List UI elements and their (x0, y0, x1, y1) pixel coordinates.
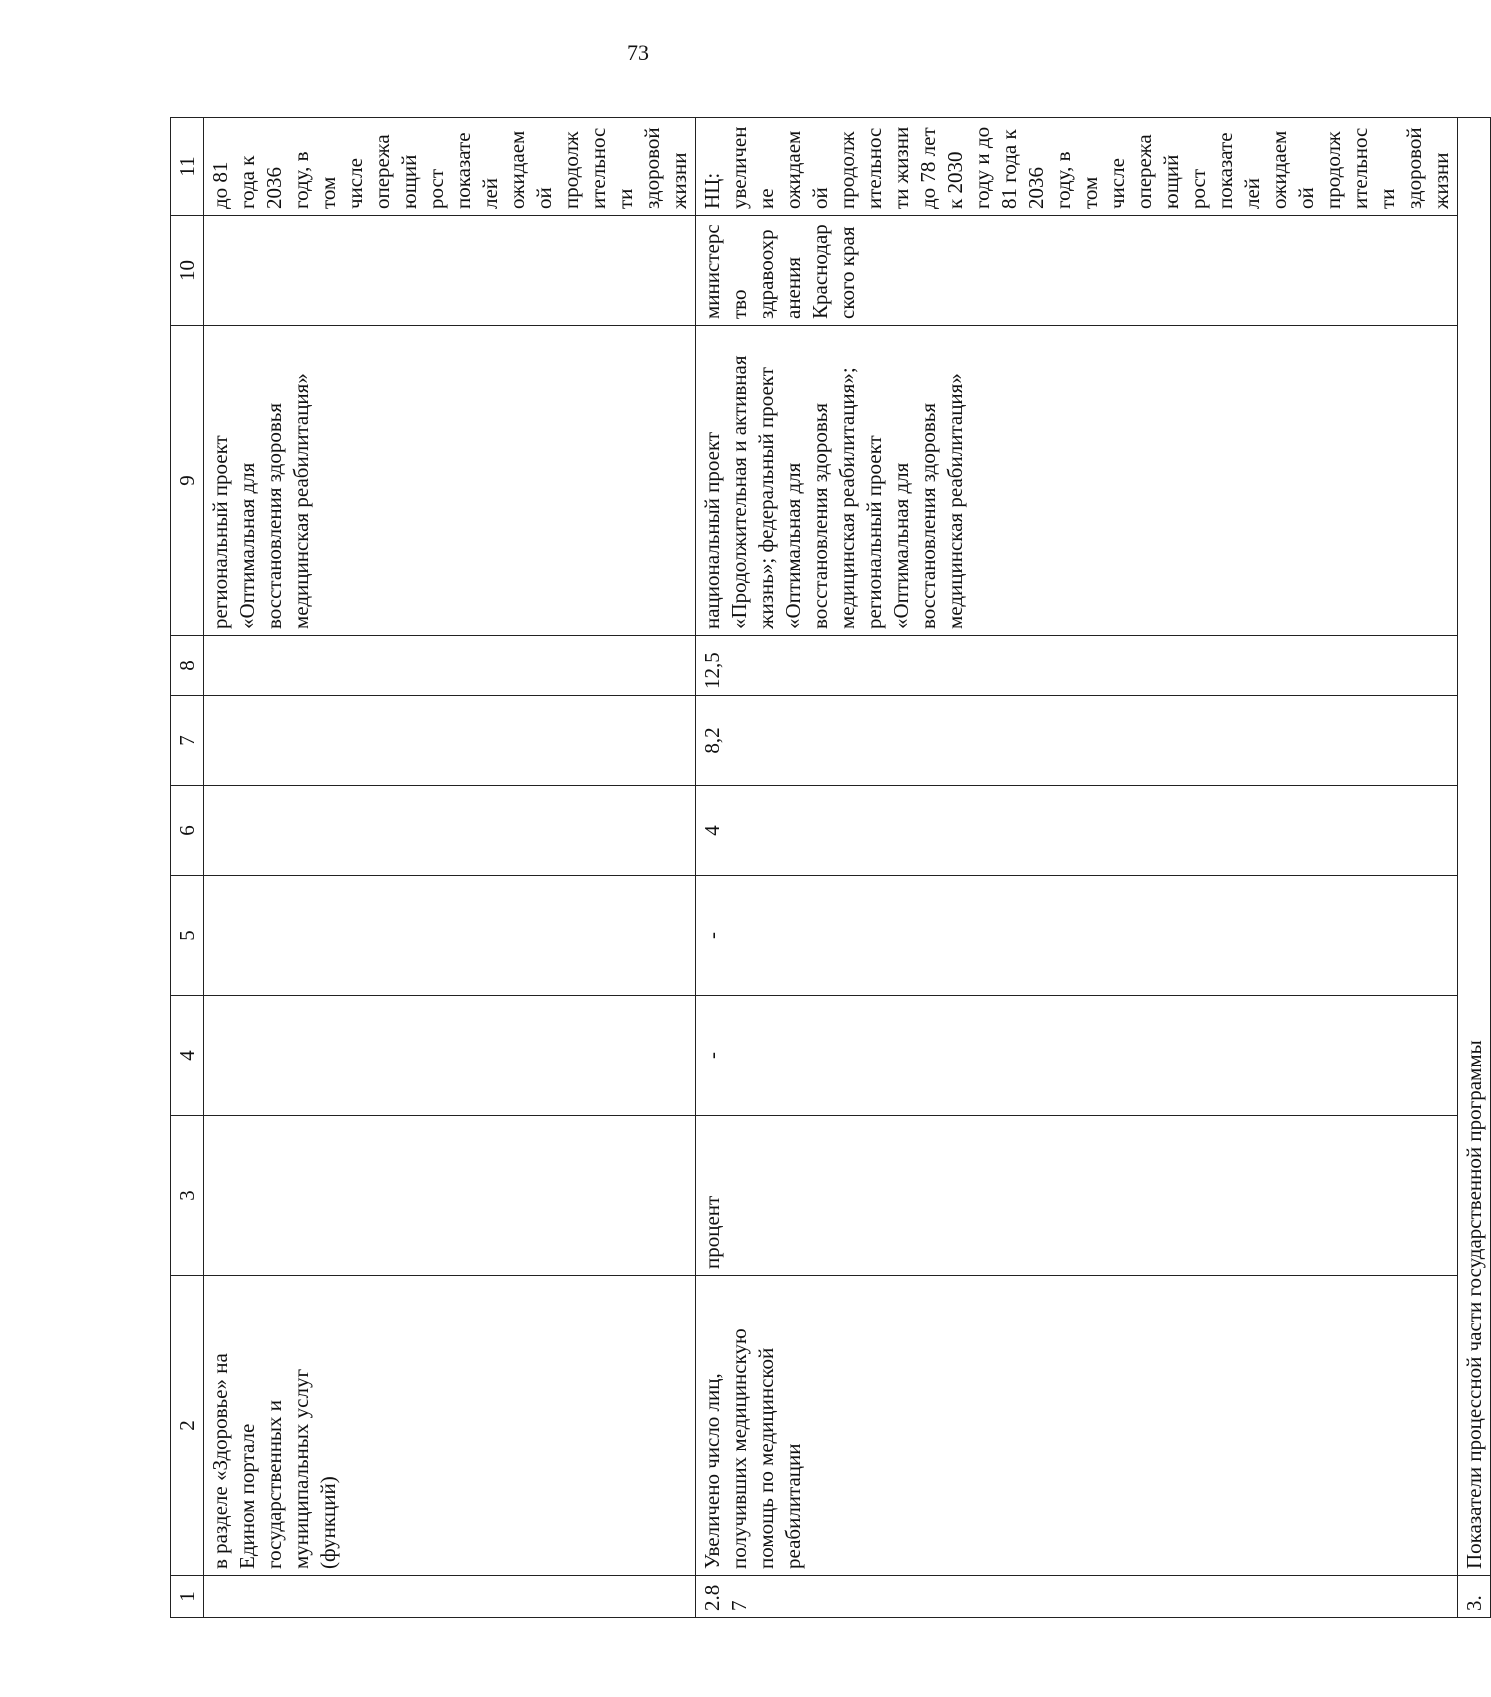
cell-col8: 12,5 (696, 636, 1458, 696)
col-number-6: 6 (171, 786, 204, 876)
cell-col6: 4 (696, 786, 1458, 876)
col-number-5: 5 (171, 876, 204, 996)
column-number-row (171, 118, 204, 1618)
cell-col7: 8,2 (696, 696, 1458, 786)
col-number-9: 9 (171, 326, 204, 636)
cell-col5 (204, 876, 696, 996)
page-number: 73 (627, 40, 649, 65)
cell-responsible: министерство здравоохранения Краснодарского края (696, 216, 1458, 326)
col-number-1: 1 (171, 1576, 204, 1618)
cell-number: 2.87 (696, 1576, 1458, 1618)
col-number-3: 3 (171, 1116, 204, 1276)
col-number-10: 10 (171, 216, 204, 326)
cell-col4 (204, 996, 696, 1116)
cell-projects: национальный проект «Продолжительная и активная жизнь»; федеральный проект «Оптимальная для восстановления здоровья медицинская реабилитация»; региональный проект «Оптимальная для восстановления здоровья медицинская реабилитация» (696, 326, 1458, 636)
cell-responsible (204, 216, 696, 326)
cell-section-title: Показатели процессной части государственной программы (1458, 118, 1491, 1576)
indicators-table (170, 117, 1491, 1618)
col-number-7: 7 (171, 696, 204, 786)
cell-goal-link: до 81 года к 2036 году, в том числе опережающий рост показателей ожидаемой продолжительности здоровой жизни (204, 118, 696, 216)
cell-col4: - (696, 996, 1458, 1116)
col-number-11: 11 (171, 118, 204, 216)
col-number-8: 8 (171, 636, 204, 696)
cell-section-number: 3. (1458, 1576, 1491, 1618)
cell-projects: региональный проект «Оптимальная для восстановления здоровья медицинская реабилитация» (204, 326, 696, 636)
cell-col6 (204, 786, 696, 876)
table-row-2-87 (696, 118, 1458, 1618)
cell-unit: процент (696, 1116, 1458, 1276)
col-number-2: 2 (171, 1276, 204, 1576)
cell-indicator-name: Увеличено число лиц, получивших медицинскую помощь по медицинской реабилитации (696, 1276, 1458, 1576)
table-row-section-3 (1458, 118, 1491, 1618)
cell-col8 (204, 636, 696, 696)
cell-col5: - (696, 876, 1458, 996)
cell-number (204, 1576, 696, 1618)
rotated-table-container (170, 118, 1486, 1618)
table-row-continued (204, 118, 696, 1618)
cell-unit (204, 1116, 696, 1276)
col-number-4: 4 (171, 996, 204, 1116)
cell-col7 (204, 696, 696, 786)
cell-goal-link: НЦ: увеличение ожидаемой продолжительности жизни до 78 лет к 2030 году и до 81 года к 2036 году, в том числе опережающий рост показателей ожидаемой продолжительности здоровой жизни (696, 118, 1458, 216)
cell-indicator-name: в разделе «Здоровье» на Едином портале государственных и муниципальных услуг (функций) (204, 1276, 696, 1576)
